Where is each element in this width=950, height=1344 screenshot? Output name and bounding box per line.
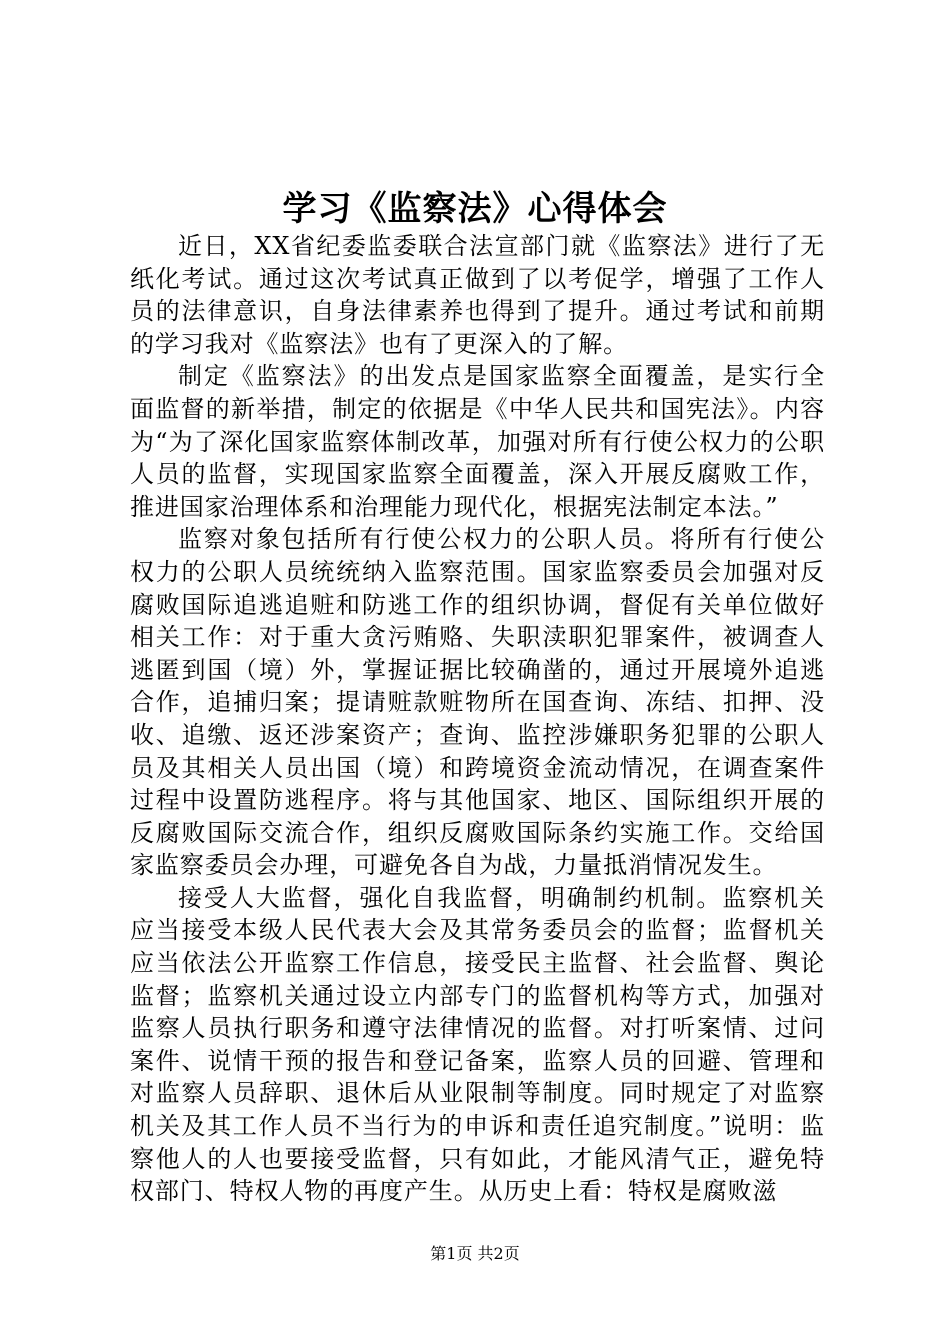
paragraph-3: 监察对象包括所有行使公权力的公职人员。将所有行使公权力的公职人员统统纳入监察范围。国家监察委员会加强对反腐败国际追逃追赃和防逃工作的组织协调，督促有关单位做好相关工作：对于重大贪污贿赂、失职渎职犯罪案件，被调查人逃匿到国（境）外，掌握证据比较确凿的，通过开展境外追逃合作，追捕归案；提请赃款赃物所在国查询、冻结、扣押、没收、追缴、返还涉案资产；查询、监控涉嫌职务犯罪的公职人员及其相关人员出国（境）和跨境资金流动情况，在调查案件过程中设置防逃程序。将与其他国家、地区、国际组织开展的反腐败国际交流合作，组织反腐败国际条约实施工作。交给国家监察委员会办理，可避免各自为战，力量抵消情况发生。	[130, 525, 825, 880]
page-footer: 第1页 共2页	[430, 1244, 520, 1263]
paragraph-1: 近日，XX省纪委监委联合法宣部门就《监察法》进行了无纸化考试。通过这次考试真正做到了以考促学，增强了工作人员的法律意识，自身法律素养也得到了提升。通过考试和前期的学习我对《监察法》也有了更深入的了解。	[130, 232, 825, 358]
document-title: 学习《监察法》心得体会	[282, 189, 668, 229]
document-body	[130, 230, 825, 1208]
paragraph-4: 接受人大监督，强化自我监督，明确制约机制。监察机关应当接受本级人民代表大会及其常务委员会的监督；监督机关应当依法公开监察工作信息，接受民主监督、社会监督、舆论监督；监察机关通过设立内部专门的监督机构等方式，加强对监察人员执行职务和遵守法律情况的监督。对打听案情、过问案件、说情干预的报告和登记备案，监察人员的回避、管理和对监察人员辞职、退休后从业限制等制度。同时规定了对监察机关及其工作人员不当行为的申诉和责任追究制度。”说明：监察他人的人也要接受监督，只有如此，才能风清气正，避免特权部门、特权人物的再度产生。从历史上看：特权是腐败滋	[130, 883, 825, 1206]
paragraph-2: 制定《监察法》的出发点是国家监察全面覆盖，是实行全面监督的新举措，制定的依据是《中华人民共和国宪法》。内容为“为了深化国家监察体制改革，加强对所有行使公权力的公职人员的监督，实现国家监察全面覆盖，深入开展反腐败工作，推进国家治理体系和治理能力现代化，根据宪法制定本法。”	[130, 362, 825, 521]
